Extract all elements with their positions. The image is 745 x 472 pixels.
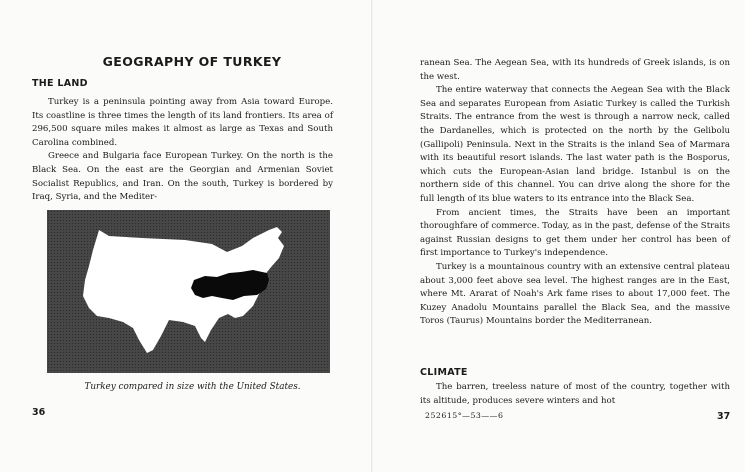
figure-caption: Turkey compared in size with the United States. bbox=[84, 382, 301, 392]
page-number-left: 36 bbox=[32, 407, 46, 418]
section-heading-land: THE LAND bbox=[32, 78, 88, 89]
paragraph: The barren, treeless nature of most of the country, together with its altitude, produces severe winters and hot bbox=[420, 382, 730, 406]
paragraph: From ancient times, the Straits have been an important thoroughfare of commerce. Today, as in the past, defense of the Straits against Russian designs to get them under her control has been of first importance to Turkey's independence. bbox=[420, 207, 730, 259]
paragraph: Turkey is a mountainous country with an extensive central plateau about 3,000 feet above sea level. The highest ranges are in the East, where Mt. Ararat of Noah's Ark fame rises to about 17,000 feet. The Kuzey Anadolu Mountains parallel the Black Sea, and the massive Toros (Taurus) Mountains border the Mediterranean. bbox=[420, 261, 730, 327]
land-text bbox=[32, 96, 333, 205]
paragraph: ranean Sea. The Aegean Sea, with its hundreds of Greek islands, is on the west. bbox=[420, 58, 730, 82]
page-title: GEOGRAPHY OF TURKEY bbox=[102, 54, 282, 69]
right-page bbox=[372, 0, 745, 472]
section-heading-climate: CLIMATE bbox=[420, 367, 468, 378]
left-page bbox=[0, 0, 372, 472]
climate-text bbox=[420, 381, 730, 408]
size-comparison-map bbox=[47, 210, 330, 373]
paragraph: The entire waterway that connects the Aegean Sea with the Black Sea and separates European from Asiatic Turkey is called the Turkish Straits. The entrance from the west is through a narrow neck, called the Dardanelles, which is protected on the north by the Gelibolu (Gallipoli) Peninsula. Next in the Straits is the inland Sea of Marmara with its beautiful resort islands. The last water path is the Bosporus, which cuts the European-Asian land bridge. Istanbul is on the northern side of this channel. You can drive along the shore for the full length of its blue waters to its entrance into the Black Sea. bbox=[420, 85, 730, 204]
print-code: 252615°—53——6 bbox=[425, 411, 504, 420]
land-text-continued bbox=[420, 57, 730, 329]
paragraph: Greece and Bulgaria face European Turkey. On the north is the Black Sea. On the east are the Georgian and Armenian Soviet Socialist Republics, and Iran. On the south, Turkey is bordered by Iraq, Syria, and the Mediter- bbox=[32, 151, 333, 203]
paragraph: Turkey is a peninsula pointing away from Asia toward Europe. Its coastline is three times the length of its land frontiers. Its area of 296,500 square miles makes it almost as large as Texas and South Carolina combined. bbox=[32, 97, 333, 148]
page-number-right: 37 bbox=[717, 411, 731, 422]
